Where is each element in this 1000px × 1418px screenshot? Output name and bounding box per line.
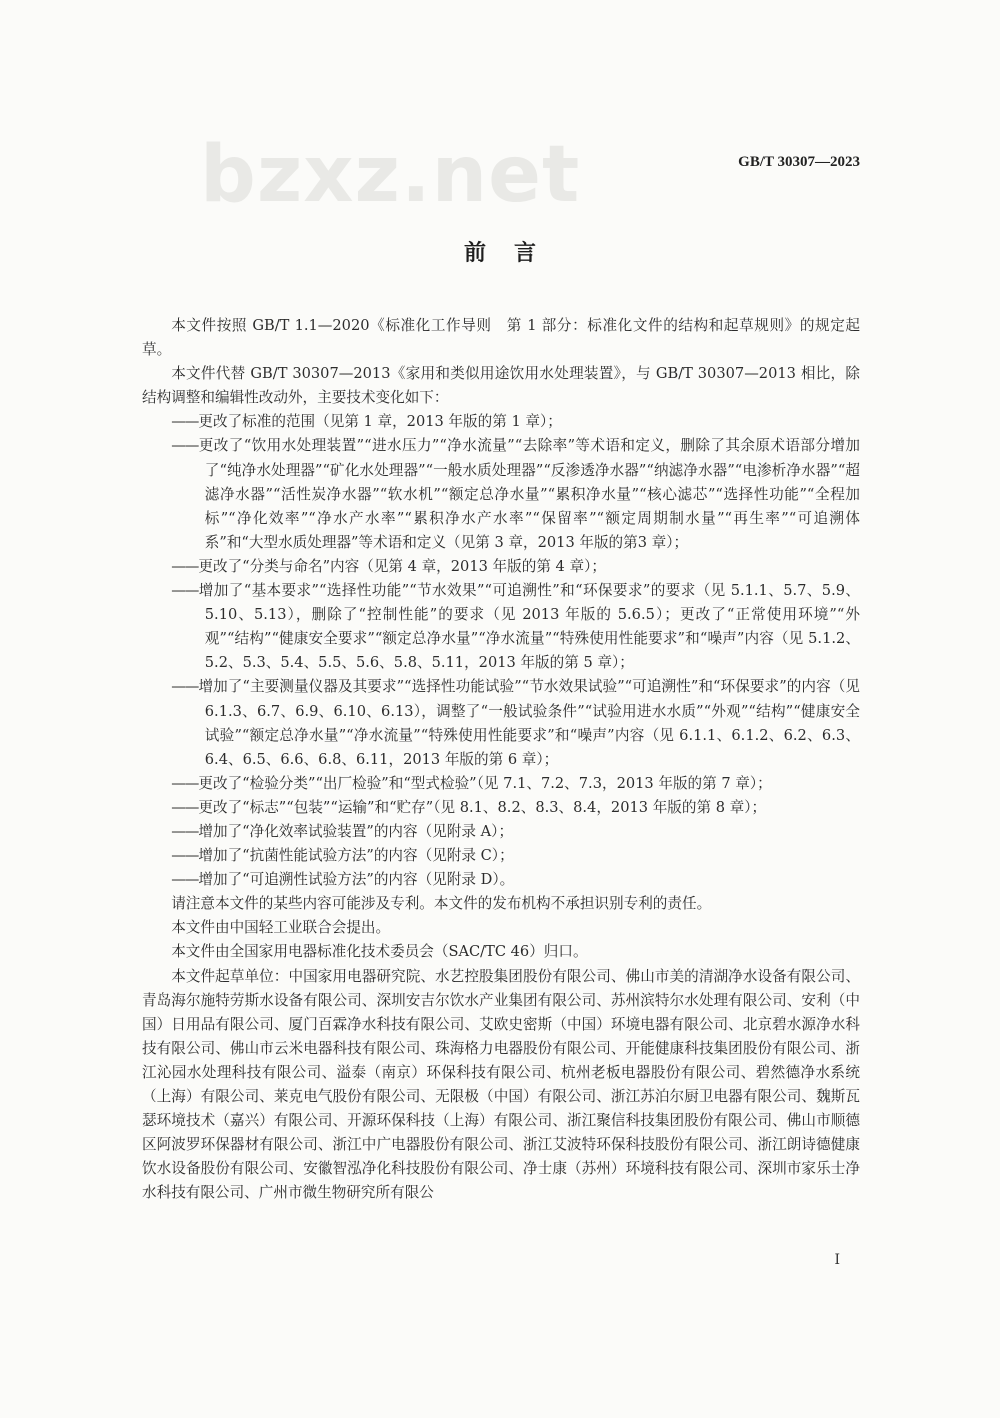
list-item <box>142 820 860 844</box>
dash-marker: —— <box>171 871 199 889</box>
list-item <box>142 868 860 892</box>
dash-marker: —— <box>171 847 199 865</box>
list-item <box>142 579 860 675</box>
page-title: 前言 <box>463 240 564 266</box>
paragraph: 本文件按照 GB/T 1.1—2020《标准化工作导则 第 1 部分：标准化文件的结构和起草规则》的规定起草。 <box>142 317 860 359</box>
page-number: I <box>834 1252 840 1268</box>
list-item-text: 更改了“分类与命名”内容（见第 4 章，2013 年版的第 4 章）； <box>198 557 606 575</box>
list-item-text: 更改了“检验分类”“出厂检验”和“型式检验”（见 7.1、7.2、7.3，2013 年版的第 7 章）； <box>198 774 772 792</box>
dash-marker: —— <box>171 413 199 431</box>
list-item <box>142 772 860 796</box>
dash-marker: —— <box>171 798 199 816</box>
paragraph: 请注意本文件的某些内容可能涉及专利。本文件的发布机构不承担识别专利的责任。 <box>171 895 712 913</box>
dash-marker: —— <box>171 582 199 600</box>
list-item-text: 更改了标准的范围（见第 1 章，2013 年版的第 1 章）； <box>198 413 562 431</box>
list-item-text: 增加了“可追溯性试验方法”的内容（见附录 D）。 <box>198 871 515 889</box>
list-item <box>142 844 860 868</box>
list-item <box>142 796 860 820</box>
list-item <box>142 434 860 554</box>
list-item-text: 更改了“标志”“包装”“运输”和“贮存”（见 8.1、8.2、8.3、8.4，2013 年版的第 8 章）； <box>198 798 767 816</box>
watermark: bzxz.net <box>200 130 581 220</box>
list-item <box>142 410 860 434</box>
list-item-text: 增加了“主要测量仪器及其要求”“选择性功能试验”“节水效果试验”“可追溯性”和“环保要求”的内容（见 6.1.3、6.7、6.9、6.10、6.13），调整了“一般试验条件”“试验用进水水质”“外观”“结构”“健康安全试验”“额定总净水量”“净水流量”“特殊使用性能要求”和“噪声”内容（见 6.1.1、6.1.2、6.2、6.3、6.4、6.5、6.6、6.8、6.11，2013 年版的第 6 章）； <box>198 678 860 768</box>
dash-marker: —— <box>171 678 199 696</box>
document-body <box>142 314 860 1205</box>
list-item <box>142 555 860 579</box>
paragraph: 本文件由中国轻工业联合会提出。 <box>171 919 391 937</box>
list-item-text: 增加了“抗菌性能试验方法”的内容（见附录 C）； <box>198 847 514 865</box>
dash-marker: —— <box>171 437 199 455</box>
list-item-text: 更改了“饮用水处理装置”“进水压力”“净水流量”“去除率”等术语和定义，删除了其余原术语部分增加了“纯净水处理器”“矿化水处理器”“一般水质处理器”“反渗透净水器”“纳滤净水器”“电渗析净水器”“超滤净水器”“活性炭净水器”“软水机”“额定总净水量”“累积净水量”“核心滤芯”“选择性功能”“全程加标”“净化效率”“净水产水率”“累积净水产水率”“保留率”“额定周期制水量”“再生率”“可追溯体系”和“大型水质处理器”等术语和定义（见第 3 章，2013 年版的第3 章）； <box>198 437 860 551</box>
paragraph: 本文件由全国家用电器标准化技术委员会（SAC/TC 46）归口。 <box>171 943 588 961</box>
list-item <box>142 675 860 771</box>
dash-marker: —— <box>171 557 199 575</box>
paragraph: 本文件代替 GB/T 30307—2013《家用和类似用途饮用水处理装置》，与 GB/T 30307—2013 相比，除结构调整和编辑性改动外，主要技术变化如下： <box>142 365 860 407</box>
standard-code: GB/T 30307—2023 <box>738 154 860 170</box>
list-item-text: 增加了“基本要求”“选择性功能”“节水效果”“可追溯性”和“环保要求”的要求（见 5.1.1、5.7、5.9、5.10、5.13），删除了“控制性能”的要求（见 2013 年版的 5.6.5）；更改了“正常使用环境”“外观”“结构”“健康安全要求”“额定总净水量”“净水流量”“特殊使用性能要求”和“噪声”内容（见 5.1.2、5.2、5.3、5.4、5.5、5.6、5.8、5.11，2013 年版的第 5 章）； <box>198 582 860 672</box>
list-item-text: 增加了“净化效率试验装置”的内容（见附录 A）； <box>198 822 514 840</box>
dash-marker: —— <box>171 774 199 792</box>
dash-marker: —— <box>171 822 199 840</box>
paragraph: 本文件起草单位：中国家用电器研究院、水艺控股集团股份有限公司、佛山市美的清湖净水设备有限公司、青岛海尔施特劳斯水设备有限公司、深圳安吉尔饮水产业集团有限公司、苏州滨特尔水处理有限公司、安利（中国）日用品有限公司、厦门百霖净水科技有限公司、艾欧史密斯（中国）环境电器有限公司、北京碧水源净水科技有限公司、佛山市云米电器科技有限公司、珠海格力电器股份有限公司、开能健康科技集团股份有限公司、浙江沁园水处理科技有限公司、溢泰（南京）环保科技有限公司、杭州老板电器股份有限公司、碧然德净水系统（上海）有限公司、莱克电气股份有限公司、无限极（中国）有限公司、浙江苏泊尔厨卫电器有限公司、魏斯瓦瑟环境技术（嘉兴）有限公司、开源环保科技（上海）有限公司、浙江聚信科技集团股份有限公司、佛山市顺德区阿波罗环保器材有限公司、浙江中广电器股份有限公司、浙江艾波特环保科技股份有限公司、浙江朗诗德健康饮水设备股份有限公司、安徽智泓净化科技股份有限公司、净士康（苏州）环境科技有限公司、深圳市家乐士净水科技有限公司、广州市微生物研究所有限公 <box>142 967 860 1202</box>
